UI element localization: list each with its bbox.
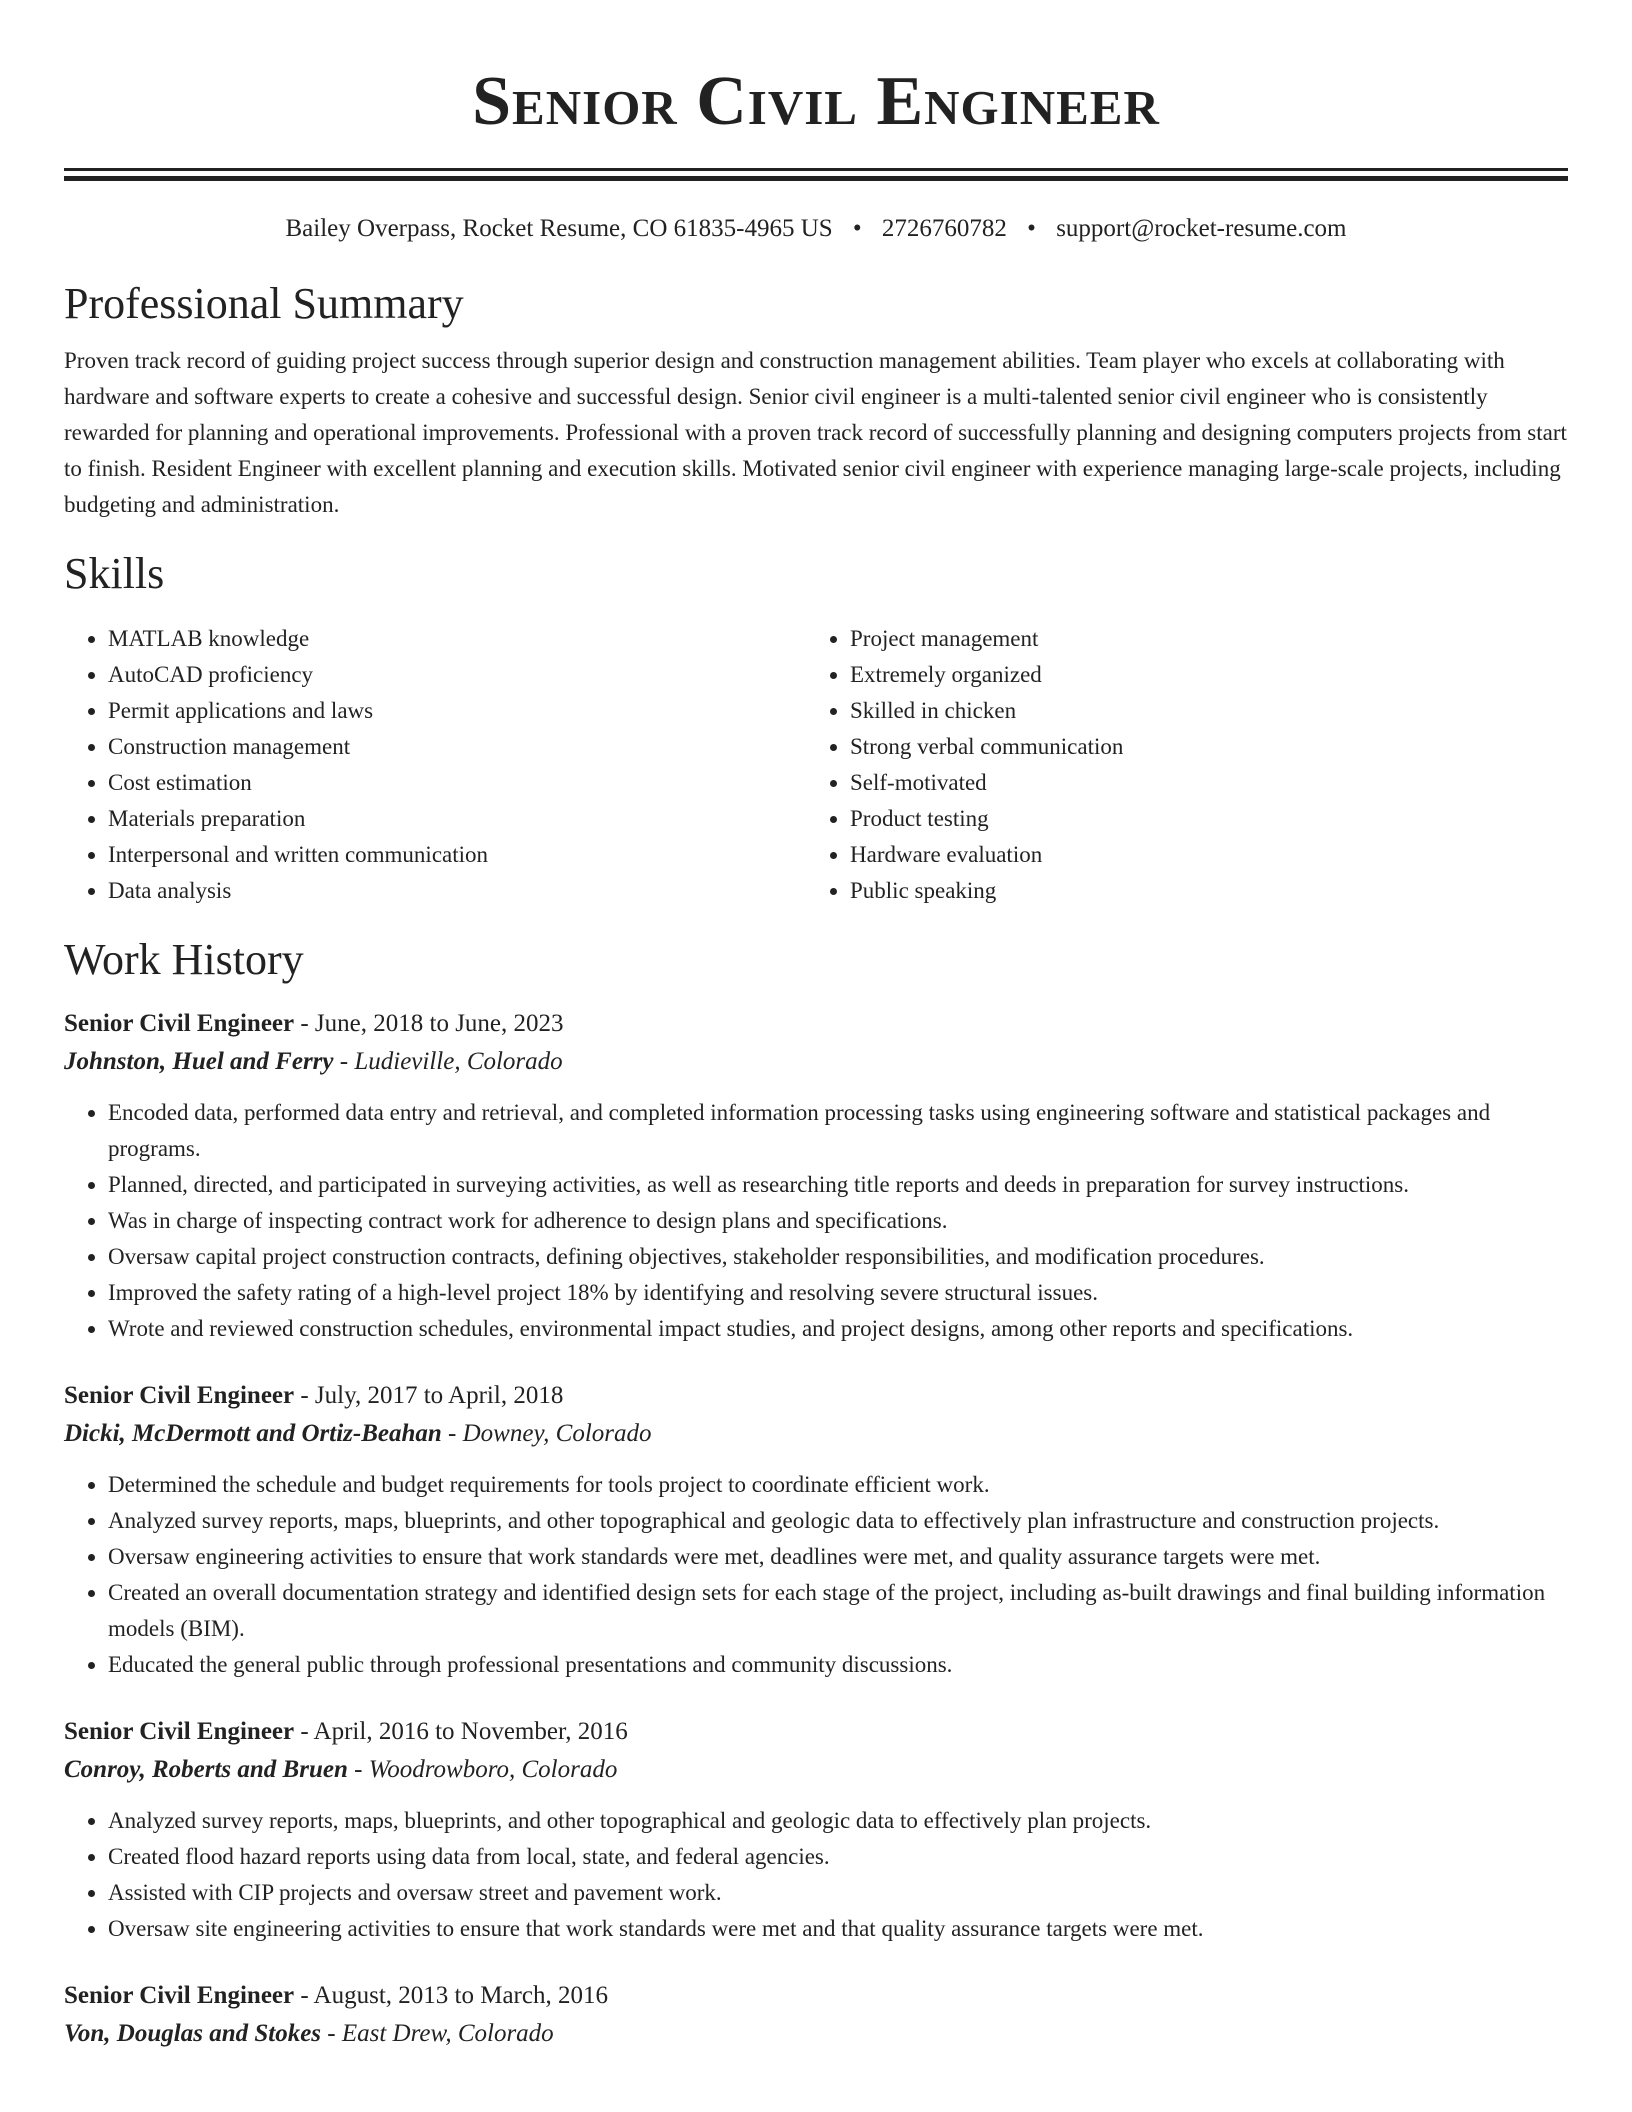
- job-bullet: • Oversaw capital project construction contracts, defining objectives, stakeholder responsibilities, and modification procedures.: [108, 1239, 1568, 1275]
- summary-text: Proven track record of guiding project success through superior design and construction management abilities. Team player who excels at collaborating with hardware and software experts to create a cohesive and successful design. Senior civil engineer is a multi-talented senior civil engineer who is consistently rewarded for planning and operational improvements. Professional with a proven track record of successfully planning and designing computers projects from start to finish. Resident Engineer with excellent planning and execution skills. Motivated senior civil engineer with experience managing large-scale projects, including budgeting and administration.: [64, 348, 1567, 517]
- skill-item: • Cost estimation: [108, 765, 806, 801]
- skill-item: • Self-motivated: [850, 765, 1548, 801]
- skills-column-right: [806, 621, 1548, 909]
- skill-item: • MATLAB knowledge: [108, 621, 806, 657]
- job-bullet: • Encoded data, performed data entry and retrieval, and completed information processing tasks using engineering software and statistical packages and programs.: [108, 1095, 1568, 1167]
- job-location: - Downey, Colorado: [441, 1420, 652, 1447]
- job-location: - Ludieville, Colorado: [333, 1048, 563, 1075]
- job-dates: - June, 2018 to June, 2023: [294, 1010, 564, 1037]
- skill-item: • Construction management: [108, 729, 806, 765]
- skill-item: • Project management: [850, 621, 1548, 657]
- contact-address: Bailey Overpass, Rocket Resume, CO 61835-4965 US: [285, 215, 833, 242]
- job-role: Senior Civil Engineer: [64, 1718, 295, 1745]
- job-location: - Woodrowboro, Colorado: [347, 1756, 618, 1783]
- contact-separator: •: [1027, 215, 1036, 242]
- job-bullets: [64, 1095, 1568, 1347]
- job-company: Dicki, McDermott and Ortiz-Beahan: [64, 1420, 442, 1447]
- job-dates: - July, 2017 to April, 2018: [294, 1382, 564, 1409]
- job-company-line: [64, 1751, 1568, 1789]
- job-bullets: [64, 1803, 1568, 1947]
- skill-item: • Materials preparation: [108, 801, 806, 837]
- summary-heading: Professional Summary: [64, 279, 464, 328]
- job-title-line: [64, 1377, 1568, 1415]
- job-company-line: [64, 1415, 1568, 1453]
- job-location: - East Drew, Colorado: [321, 2020, 554, 2047]
- contact-phone: 2726760782: [881, 215, 1007, 242]
- contact-email[interactable]: support@rocket-resume.com: [1056, 215, 1347, 242]
- job-entry: [64, 1377, 1568, 1683]
- job-dates: - August, 2013 to March, 2016: [294, 1982, 608, 2009]
- title-divider-top: [64, 168, 1568, 171]
- job-bullet: • Determined the schedule and budget requirements for tools project to coordinate efficient work.: [108, 1467, 1568, 1503]
- job-bullet: • Oversaw site engineering activities to ensure that work standards were met and that quality assurance targets were met.: [108, 1911, 1568, 1947]
- job-bullet: • Created an overall documentation strategy and identified design sets for each stage of the project, including as-built drawings and final building information models (BIM).: [108, 1575, 1568, 1647]
- skills-heading: Skills: [64, 549, 165, 598]
- skill-item: • Skilled in chicken: [850, 693, 1548, 729]
- job-bullet: • Oversaw engineering activities to ensure that work standards were met, deadlines were met, and quality assurance targets were met.: [108, 1539, 1568, 1575]
- skill-item: • Hardware evaluation: [850, 837, 1548, 873]
- job-bullet: • Analyzed survey reports, maps, blueprints, and other topographical and geologic data to effectively plan projects.: [108, 1803, 1568, 1839]
- job-bullet: • Was in charge of inspecting contract work for adherence to design plans and specifications.: [108, 1203, 1568, 1239]
- job-entry: [64, 1977, 1568, 2053]
- job-bullet: • Educated the general public through professional presentations and community discussions.: [108, 1647, 1568, 1683]
- job-company-line: [64, 1043, 1568, 1081]
- skill-item: • Public speaking: [850, 873, 1548, 909]
- resume-title: Senior Civil Engineer: [472, 63, 1160, 140]
- job-company-line: [64, 2015, 1568, 2053]
- job-bullet: • Created flood hazard reports using data from local, state, and federal agencies.: [108, 1839, 1568, 1875]
- job-company: Conroy, Roberts and Bruen: [64, 1756, 348, 1783]
- job-bullet: • Wrote and reviewed construction schedules, environmental impact studies, and project designs, among other reports and specifications.: [108, 1311, 1568, 1347]
- job-role: Senior Civil Engineer: [64, 1382, 295, 1409]
- job-title-line: [64, 1713, 1568, 1751]
- job-role: Senior Civil Engineer: [64, 1010, 295, 1037]
- title-divider-bottom: [64, 176, 1568, 181]
- resume-page: [64, 0, 1568, 2053]
- skills-list: [64, 621, 1568, 909]
- skill-item: • Product testing: [850, 801, 1548, 837]
- job-bullet: • Improved the safety rating of a high-level project 18% by identifying and resolving severe structural issues.: [108, 1275, 1568, 1311]
- job-entry: [64, 1005, 1568, 1347]
- work-history-heading: Work History: [64, 935, 304, 984]
- job-bullet: • Analyzed survey reports, maps, blueprints, and other topographical and geologic data to effectively plan infrastructure and construction projects.: [108, 1503, 1568, 1539]
- skill-item: • Interpersonal and written communication: [108, 837, 806, 873]
- job-company: Johnston, Huel and Ferry: [64, 1048, 334, 1075]
- job-entry: [64, 1713, 1568, 1947]
- skills-column-left: [64, 621, 806, 909]
- skill-item: • Strong verbal communication: [850, 729, 1548, 765]
- skill-item: • Data analysis: [108, 873, 806, 909]
- job-title-line: [64, 1977, 1568, 2015]
- job-bullet: • Assisted with CIP projects and oversaw street and pavement work.: [108, 1875, 1568, 1911]
- job-dates: - April, 2016 to November, 2016: [294, 1718, 628, 1745]
- contact-separator: •: [852, 215, 862, 242]
- job-role: Senior Civil Engineer: [64, 1982, 295, 2009]
- job-bullet: • Planned, directed, and participated in surveying activities, as well as researching title reports and deeds in preparation for survey instructions.: [108, 1167, 1568, 1203]
- skill-item: • AutoCAD proficiency: [108, 657, 806, 693]
- job-company: Von, Douglas and Stokes: [64, 2020, 322, 2047]
- skill-item: • Extremely organized: [850, 657, 1548, 693]
- job-bullets: [64, 1467, 1568, 1683]
- contact-line: [64, 213, 1568, 245]
- job-title-line: [64, 1005, 1568, 1043]
- skill-item: • Permit applications and laws: [108, 693, 806, 729]
